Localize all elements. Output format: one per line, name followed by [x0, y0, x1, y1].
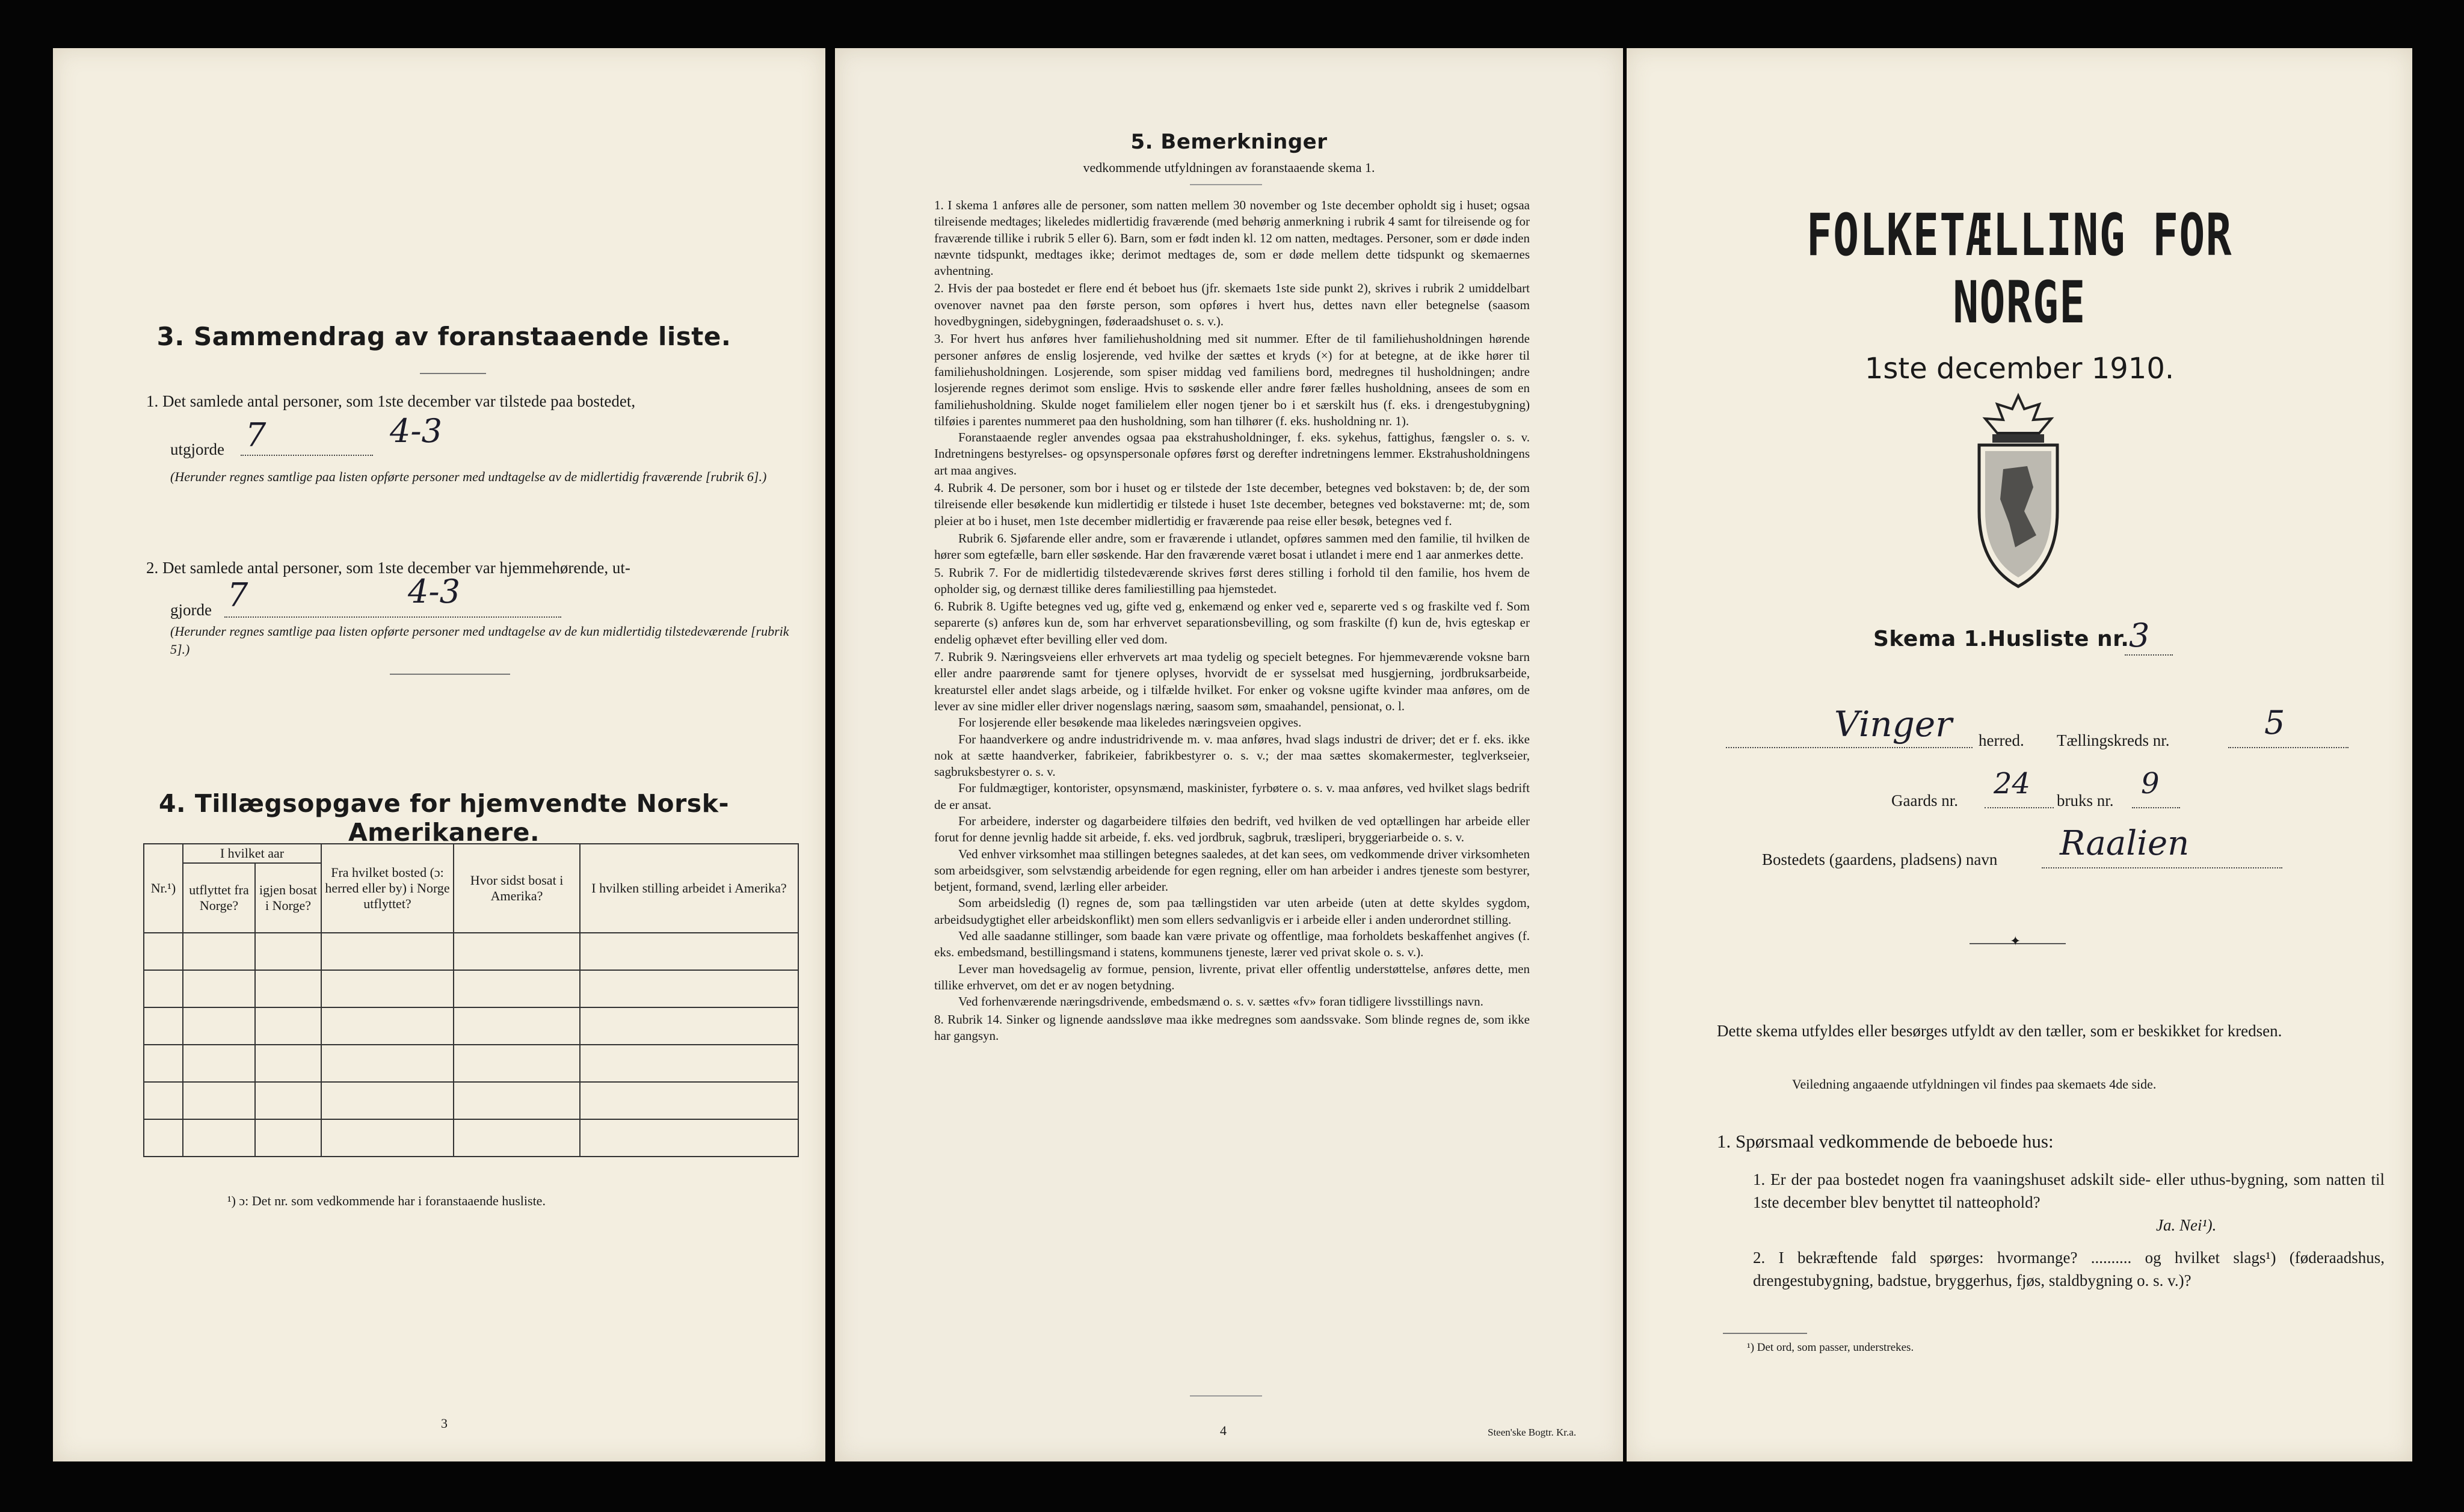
remark-item: 7. Rubrik 9. Næringsveiens eller erhvervets art maa tydelig og specielt betegnes. For hjemmeværende voksne barn eller andre paarørende samt for tjenere oplyses, hvorvidt de er sysselsat med husgjerning, jordbruksarbeide, kreaturstel eller andet slags arbeide, og i tilfælde hvilket. For enker og voksne ugifte kvinder maa anføres, om de lever av sine midler eller driver nogenslags næring, saasom søm, smaahandel, pensionat, o. l.	[934, 650, 1530, 713]
right-page	[1627, 48, 2412, 1461]
remark-item: For haandverkere og andre industridrivende m. v. maa anføres, hvad slags industri de driver; det er f. eks. ikke nok at sætte haandverker, fabrikeier, fabrikbestyrer o. s. v.; der maa sættes skomakermester, teglverkseier, sagbruksbestyrer o. s. v.	[934, 731, 1530, 779]
col-group-year: I hvilket aar	[183, 844, 321, 863]
gaards-value: 24	[1994, 767, 2031, 801]
section3-item2-lead: gjorde	[170, 601, 212, 619]
bosted-value: Raalien	[2060, 824, 2190, 863]
remark-item: 3. For hvert hus anføres hver familiehusholdning med sit nummer. Efter de til familiehusholdningen hørende personer anføres de enslig losjerende, ved hvilke der sættes et kryds (×) for at betegne, at de ikke hører til familiehusholdningen. Losjerende, som spiser middag ved familiens bord, medregnes til husholdningen; andre losjerende regnes derimot som enslige. Hvis to søskende eller andre fører fælles husholdning, ansees de som en familiehusholdning. Skulde noget familielem eller nogen tjener bo i et særskilt hus (f. eks. i drengestubygning) tilføies i parentes nummeret paa den husholdning, som han tilhører (f. eks. husholdning nr. 1).	[934, 331, 1530, 428]
bemerkninger-subtitle: vedkommende utfyldningen av foranstaaende skema 1.	[1083, 160, 1375, 175]
remark-item: Ved forhenværende næringsdrivende, embedsmænd o. s. v. sættes «fv» foran tidligere livsstillings navn.	[958, 994, 1483, 1009]
divider	[390, 674, 510, 675]
col-stilling: I hvilken stilling arbeidet i Amerika?	[580, 844, 798, 933]
col-igjen: igjen bosat i Norge?	[255, 863, 321, 933]
remark-item: Rubrik 6. Sjøfarende eller andre, som er fraværende i utlandet, opføres sammen med den familie, til hvilken de hører som egtefælle, barn eller søskende. Har den fraværende været bosat i utlandet i mere end 1 aar anmerkes dette.	[934, 530, 1530, 562]
question-section-title: 1. Spørsmaal vedkommende de beboede hus:	[1717, 1131, 2054, 1152]
kreds-label: Tællingskreds nr.	[2057, 731, 2170, 749]
bosted-label: Bostedets (gaardens, pladsens) navn	[1762, 850, 1998, 868]
remark-item: Ved enhver virksomhet maa stillingen betegnes saaledes, at det kan sees, om vedkommende driver virksomheten som arbeidsgiver, som selvstændig arbeidende for egen regning, eller om han arbeider i andres tjeneste som bestyrer, betjent, formand, svend, lærling eller arbeider.	[934, 846, 1530, 894]
date-line: 1ste december 1910.	[1864, 352, 2175, 386]
question-2: 2. I bekræftende fald spørges: hvormange? .......... og hvilket slags¹) (føderaadshus, drengestubygning, badstue, bryggerhus, fjøs, staldbygning o. s. v.)?	[1753, 1249, 2385, 1289]
printer-mark: Steen'ske Bogtr. Kr.a.	[1488, 1427, 1577, 1438]
remark-item: Ved alle saadanne stillinger, som baade kan være private og offentlige, maa forholdets beskaffenhet angives (f. eks. embedsmand, bestillingsmand i statens, kommunens tjeneste, lærer ved privat skole o. s. v.).	[934, 929, 1530, 960]
remark-item: For arbeidere, inderster og dagarbeidere tilføies den bedrift, ved hvilken de ved optællingen har arbeide eller forut for denne jevnlig hadde sit arbeide, f. eks. ved jordbruk, sagbruk, træsliperi, bryggeriarbeide o. s. v.	[934, 813, 1530, 845]
dotted-line	[2125, 654, 2173, 656]
gaards-label: Gaards nr.	[1891, 791, 1958, 810]
question-1-answer: Ja. Nei¹).	[2156, 1216, 2217, 1234]
dotted-line	[1726, 747, 1973, 748]
coat-of-arms-icon	[1967, 391, 2069, 595]
remark-item: Som arbeidsledig (l) regnes de, som paa tællingstiden var uten arbeide (uten at dette skyldes sygdom, arbeidsudygtighet eller arbeidskonflikt) men som ellers sedvanligvis er i arbeide eller i anden underordnet stilling.	[934, 896, 1530, 927]
section3-item2-text: 2. Det samlede antal personer, som 1ste december var hjemmehørende, ut-	[146, 559, 630, 577]
dotted-line	[1985, 807, 2054, 808]
main-title: FOLKETÆLLING FOR NORGE	[1806, 201, 2232, 336]
table-row	[144, 970, 798, 1007]
dotted-line	[2228, 747, 2348, 748]
question-1: 1. Er der paa bostedet nogen fra vaaningshuset adskilt side- eller uthus-bygning, som natten til 1ste december blev benyttet til natteophold?	[1753, 1170, 2385, 1211]
section3-item1-lead: utgjorde	[170, 440, 224, 458]
handwritten-total-home: 7	[227, 576, 248, 614]
handwritten-total-present: 7	[245, 416, 266, 454]
right-footnote: ¹) Det ord, som passer, understrekes.	[1747, 1341, 1914, 1354]
husliste-value: 3	[2129, 616, 2150, 654]
herred-label: herred.	[1979, 731, 2024, 749]
section4-footnote: ¹) ɔ: Det nr. som vedkommende har i foranstaaende husliste.	[227, 1193, 546, 1208]
divider	[420, 373, 486, 374]
section3-item2-note: (Herunder regnes samtlige paa listen opførte personer med undtagelse av de kun midlertidig tilstedeværende [rubrik 5].)	[170, 624, 789, 657]
remark-item: Lever man hovedsagelig av formue, pension, livrente, privat eller offentlig understøttelse, anføres dette, men tillike erhvervet, om det er av nogen betydning.	[934, 961, 1530, 992]
section3-item1-note: (Herunder regnes samtlige paa listen opførte personer med undtagelse av de midlertidig fraværende [rubrik 6].)	[170, 469, 767, 484]
middle-page	[835, 48, 1623, 1461]
divider	[1723, 1333, 1807, 1334]
remark-item: For fuldmægtiger, kontorister, opsynsmænd, maskinister, fyrbøtere o. s. v. maa anføres, ved hvilket slags bedrift de er ansat.	[934, 781, 1530, 812]
remark-item: 1. I skema 1 anføres alle de personer, som natten mellem 30 november og 1ste december opholdt sig i huset; ogsaa tilreisende medtages; likeledes midlertidig fraværende (med behørig anmerkning i rubrik 4 samt for tilreisende og for fraværende tillike i rubrik 5 eller 6). Barn, som er født inden kl. 12 om natten, medtages. Personer, som er døde inden nævnte tidspunkt, medtages ikke; derimot medtages de, som er døde mellem dette tidspunkt og skemaernes avhentning.	[934, 198, 1530, 278]
ornament-icon: ✦	[2010, 933, 2021, 948]
handwritten-breakdown-home: 4-3	[408, 573, 460, 610]
remark-item: 4. Rubrik 4. De personer, som bor i huset og er tilstede der 1ste december, betegnes ved bokstaven: b; de, der som tilreisende eller besøkende kun midlertidig er tilstede i huset 1ste december, betegnes ved bokstaverne: mt; de, som pleier at bo i huset, men 1ste december midlertidig er fraværende paa reise eller besøk, betegnes ved f.	[934, 481, 1530, 528]
divider	[1190, 184, 1262, 185]
guidance-text: Veiledning angaaende utfyldningen vil findes paa skemaets 4de side.	[1792, 1077, 2157, 1092]
instruction-text: Dette skema utfyldes eller besørges utfyldt av den tæller, som er beskikket for kredsen.	[1717, 1022, 2282, 1040]
dotted-line	[224, 616, 561, 618]
col-nr: Nr.¹)	[144, 844, 183, 933]
remark-item: For losjerende eller besøkende maa likeledes næringsveien opgives.	[958, 715, 1302, 730]
table-row	[144, 1007, 798, 1045]
table-row	[144, 933, 798, 970]
bemerkninger-body	[934, 197, 1530, 1044]
dotted-line	[2042, 867, 2282, 868]
dotted-line	[241, 455, 373, 456]
bruks-label: bruks nr.	[2057, 791, 2114, 810]
table-row	[144, 1119, 798, 1157]
table-row	[144, 1045, 798, 1082]
section4-title: 4. Tillægsopgave for hjemvendte Norsk-Amerikanere.	[159, 789, 729, 847]
remark-item: 5. Rubrik 7. For de midlertidig tilstedeværende skrives først deres stilling i forhold til den familie, hos hvem de opholder sig, og dernæst tillike deres familiestilling paa hjemstedet.	[934, 565, 1530, 596]
left-page	[53, 48, 825, 1461]
page-number: 4	[1220, 1423, 1227, 1438]
dotted-line	[2132, 807, 2180, 808]
col-fra: Fra hvilket bosted (ɔ: herred eller by) i Norge utflyttet?	[321, 844, 454, 933]
skema-label: Skema 1.	[1873, 627, 1988, 651]
husliste-label: Husliste nr.	[1988, 627, 2130, 651]
section3-title: 3. Sammendrag av foranstaaende liste.	[156, 322, 732, 351]
herred-value: Vinger	[1834, 704, 1952, 745]
handwritten-breakdown-present: 4-3	[390, 412, 442, 450]
divider	[1190, 1395, 1262, 1397]
bemerkninger-title: 5. Bemerkninger	[1130, 130, 1328, 154]
page-number: 3	[441, 1416, 448, 1431]
remark-item: 2. Hvis der paa bostedet er flere end ét beboet hus (jfr. skemaets 1ste side punkt 2), skrives i rubrik 2 umiddelbart ovenover navnet paa den første person, som opføres i hvert hus, dettes navn eller betegnelse (saasom hovedbygningen, sidebygningen, føderaadshuset o. s. v.).	[934, 281, 1530, 329]
bruks-value: 9	[2141, 767, 2160, 801]
norsk-amerikanere-table	[143, 843, 799, 1157]
kreds-value: 5	[2264, 704, 2285, 742]
table-row	[144, 1082, 798, 1119]
remark-item: 6. Rubrik 8. Ugifte betegnes ved ug, gifte ved g, enkemænd og enker ved e, separerte ved s og fraskilte ved f. Som separerte (s) anføres kun de, som har erhvervet separationsbevilling, og som fraskilte (f) kun de, hvis egteskap er endelig ophævet efter bevilling eller ved dom.	[934, 599, 1530, 647]
col-utflyttet: utflyttet fra Norge?	[183, 863, 255, 933]
remark-item: 8. Rubrik 14. Sinker og lignende aandssløve maa ikke medregnes som aandssvake. Som blinde regnes de, som ikke har gangsyn.	[934, 1012, 1530, 1043]
remark-item: Foranstaaende regler anvendes ogsaa paa ekstrahusholdninger, f. eks. sykehus, fattighus, fængsler o. s. v. Indretningens bestyrelses- og opsynspersonale opføres først og derefter indretningens lemmer. Ekstrahusholdningens art maa angives.	[934, 430, 1530, 478]
col-hvor: Hvor sidst bosat i Amerika?	[454, 844, 580, 933]
section3-item1-text: 1. Det samlede antal personer, som 1ste december var tilstede paa bostedet,	[146, 392, 636, 410]
